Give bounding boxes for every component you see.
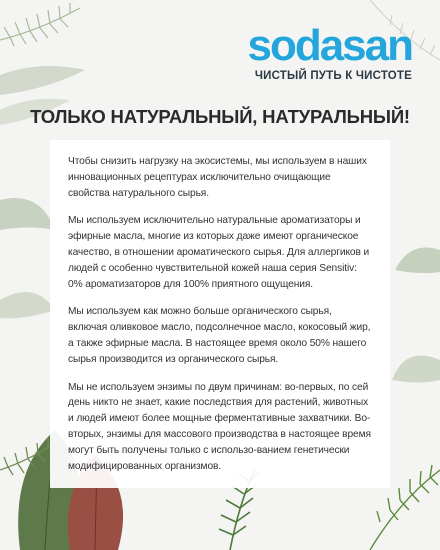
paragraph-ecosystems: Чтобы снизить нагрузку на экосистемы, мы используем в наших инновационных рецептурах исключительно очищающие свойства натурального сырья. <box>68 156 367 199</box>
paragraph-enzymes: Мы не используем энзимы по двум причинам: во-первых, по сей день никто не знает, какие последствия для растений, животных и людей имеют более мощные ферментативные захватчики. Во-вторых, энзимы для массового производства в настоящее время могут быть получены только с использо-ванием генетически модифицированных организмов. <box>68 381 371 472</box>
brand-tagline: ЧИСТЫЙ ПУТЬ К ЧИСТОТЕ <box>254 70 412 82</box>
brand-block <box>212 21 412 82</box>
text-panel <box>50 140 390 488</box>
fern-top-left <box>0 3 80 46</box>
page-headline: ТОЛЬКО НАТУРАЛЬНЫЙ, НАТУРАЛЬНЫЙ! <box>30 106 410 127</box>
paragraph-fragrances: Мы используем исключительно натуральные ароматизаторы и эфирные масла, многие из которых даже имеют органическое качество, в отношении ароматического сырья. Для аллергиков и людей с особенно чувствительной кожей наша серия Sensitiv: 0% ароматизаторов для 100% приятного ощущения. <box>68 215 370 290</box>
paragraph-organic: Мы используем как можно больше органического сырья, включая оливковое масло, подсолнечное масло, кокосовый жир, а также эфирные масла. В настоящее время около 50% нашего сырья производится из органического сырья. <box>68 306 371 365</box>
leaf-right <box>392 248 440 383</box>
leaf-left <box>0 198 55 318</box>
brand-logo: sodasan <box>247 21 412 70</box>
